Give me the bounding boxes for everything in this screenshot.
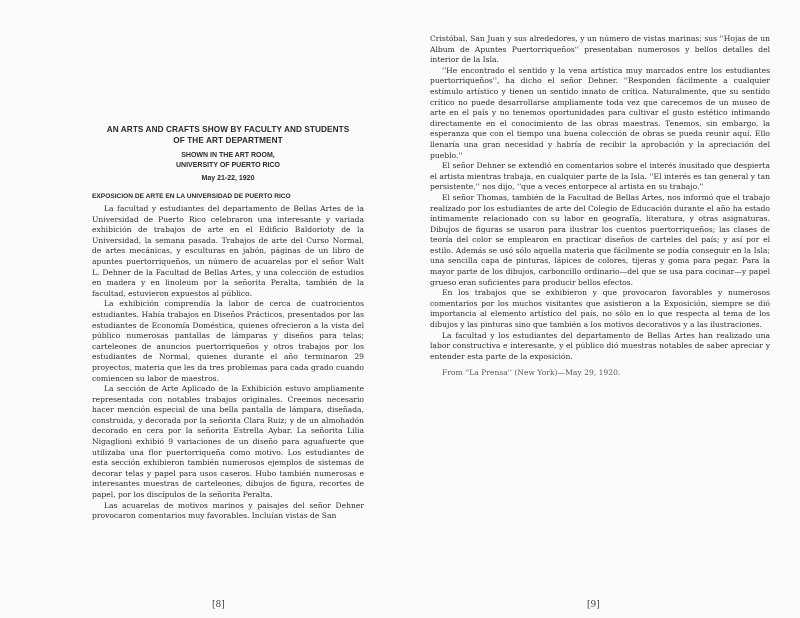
article-subheading [92,151,364,170]
section-title: EXPOSICION DE ARTE EN LA UNIVERSIDAD DE PUERTO RICO [92,193,291,200]
paragraph: La facultad y estudiantes del departamento de Bellas Artes de la Universidad de Puerto Rico celebraron una interesante y variada exhibición de trabajos de arte en el Edificio Baldorioty de la Universidad, la semana pasada. Trabajos de arte del Curso Normal, de artes mecánicas, y esculturas en jabón, páginas de un libro de apuntes puertorriqueños, un número de acuarelas por el señor Walt L. Dehner de la Facultad de Bellas Artes, y una colección de estudios en madera y en linoleum por la señorita Peralta, también de la facultad, estuvieron expuestos al público. [92,204,364,298]
heading-line-1: AN ARTS AND CRAFTS SHOW BY FACULTY AND STUDENTS [106,125,350,134]
paragraph: El señor Thomas, también de la Facultad de Bellas Artes, nos informó que el trabajo realizado por los estudiantes de arte del Colegio de Educación durante el año ha estado íntimamente relacionado con su labor en geografía, literatura, y otras asignaturas. Dibujos de figuras se usaron para ilustrar los cuentos puertorriqueños; las clases de teoría del color se emplearon en practicar diseños de carteles del país; y así por el estilo. Además se usó sólo aquella materia que fácilmente se podía conseguir en la Isla; una sencilla capa de pinturas, lápices de colores, tijeras y goma para pegar. Para la mayor parte de los dibujos, carboncillo ordinario—del que se usa para cocinar—y papel grueso eran suficientes para producir bellos efectos. [430,192,770,287]
paragraph: El señor Dehner se extendió en comentarios sobre el interés inusitado que despierta el artista mientras trabaja, en cualquier parte de la Isla. ''El interés es tan general y tan persistente,'' nos dijo, ''que a veces entorpece al artista en su trabajo.'' [430,161,770,192]
paragraph: La facultad y los estudiantes del departamento de Bellas Artes han realizado una labor constructiva e interesante, y el público dió muestras notables de saber apreciar y entender esta parte de la exposición. [430,330,770,361]
article-date: May 21-22, 1920 [201,175,255,182]
paragraph: Las acuarelas de motivos marinos y paisajes del señor Dehner provocaron comentarios muy favorables. Incluían vistas de San [92,500,364,521]
paragraph: ''He encontrado el sentido y la vena artística muy marcados entre los estudiantes puertorriqueños'', ha dicho el señor Dehner. ''Responden fácilmente a cualquier estímulo artístico y tienen un sentido innato de crítica. Naturalmente, que su sentido crítico no puede desarrollarse ampliamente toda vez que carecemos de un museo de arte en el país y no tenemos oportunidades para cultivar el gusto estético intimando directamente en el conocimiento de las obras maestras. Tenemos, sin embargo, la esperanza que con el tiempo una buena colección de obras se pueda reunir aquí. Ello llenaría una gran necesidad y habría de recibir la aprobación y la apreciación del pueblo.'' [430,65,770,160]
paragraph: La sección de Arte Aplicado de la Exhibición estuvo ampliamente representada con notables trabajos originales. Creemos necesario hacer mención especial de una bella pantalla de lámpara, diseñada, construida, y decorada por la señorita Clara Ruiz; y de un almohadón decorado en cera por la señorita Estrella Aybar. La señorita Lilia Nigaglioni exhibió 9 variaciones de un diseño para aguafuerte que utilizaba una flor puertorriqueña como motivo. Los estudiantes de esta sección exhibieron también numerosos ejemplos de sistemas de decorar telas y papel para usos caseros. Hubo también numerosas e interesantes muestras de carteleones, dibujos de figura, recortes de papel, por los discípulos de la señorita Peralta. [92,384,364,500]
paragraph: La exhibición comprendía la labor de cerca de cuatrocientos estudiantes. Había trabajos en Diseños Prácticos, presentados por las estudiantes de Economía Doméstica, quienes ofrecieron a la vista del público numerosas pantallas de lámparas y diseños para telas; carteleones de anuncios puertorriqueños y otros trabajos por los estudiantes de Normal, quienes durante el año terminaron 29 proyectos, materia que les da tres problemas para cada grado cuando comiencen su labor de maestros. [92,299,364,383]
subheading-line-2: UNIVERSITY OF PUERTO RICO [176,161,280,169]
article-heading [92,124,364,146]
paragraph: Cristóbal, San Juan y sus alrededores, y un número de vistas marinas; sus ''Hojas de un Album de Apuntes Puertorriqueños'' presentaban numerosos y bellos detalles del interior de la Isla. [430,34,770,65]
subheading-line-1: SHOWN IN THE ART ROOM, [181,152,275,159]
page-number: [9] [587,600,600,610]
source-credit: From ''La Prensa'' (New York)—May 29, 1920. [442,368,621,378]
heading-line-2: OF THE ART DEPARTMENT [173,136,283,145]
page-number: [8] [212,600,225,610]
paragraph: En los trabajos que se exhibieron y que provocaron favorables y numerosos comentarios por los muchos visitantes que asistieron a la Exposición, siempre se dió importancia al elemento artístico del país, no sólo en lo que respecta al tema de los dibujos y las pinturas sino que también a los motivos decorativos y a las ilustraciones. [430,288,770,330]
right-page [400,0,800,618]
